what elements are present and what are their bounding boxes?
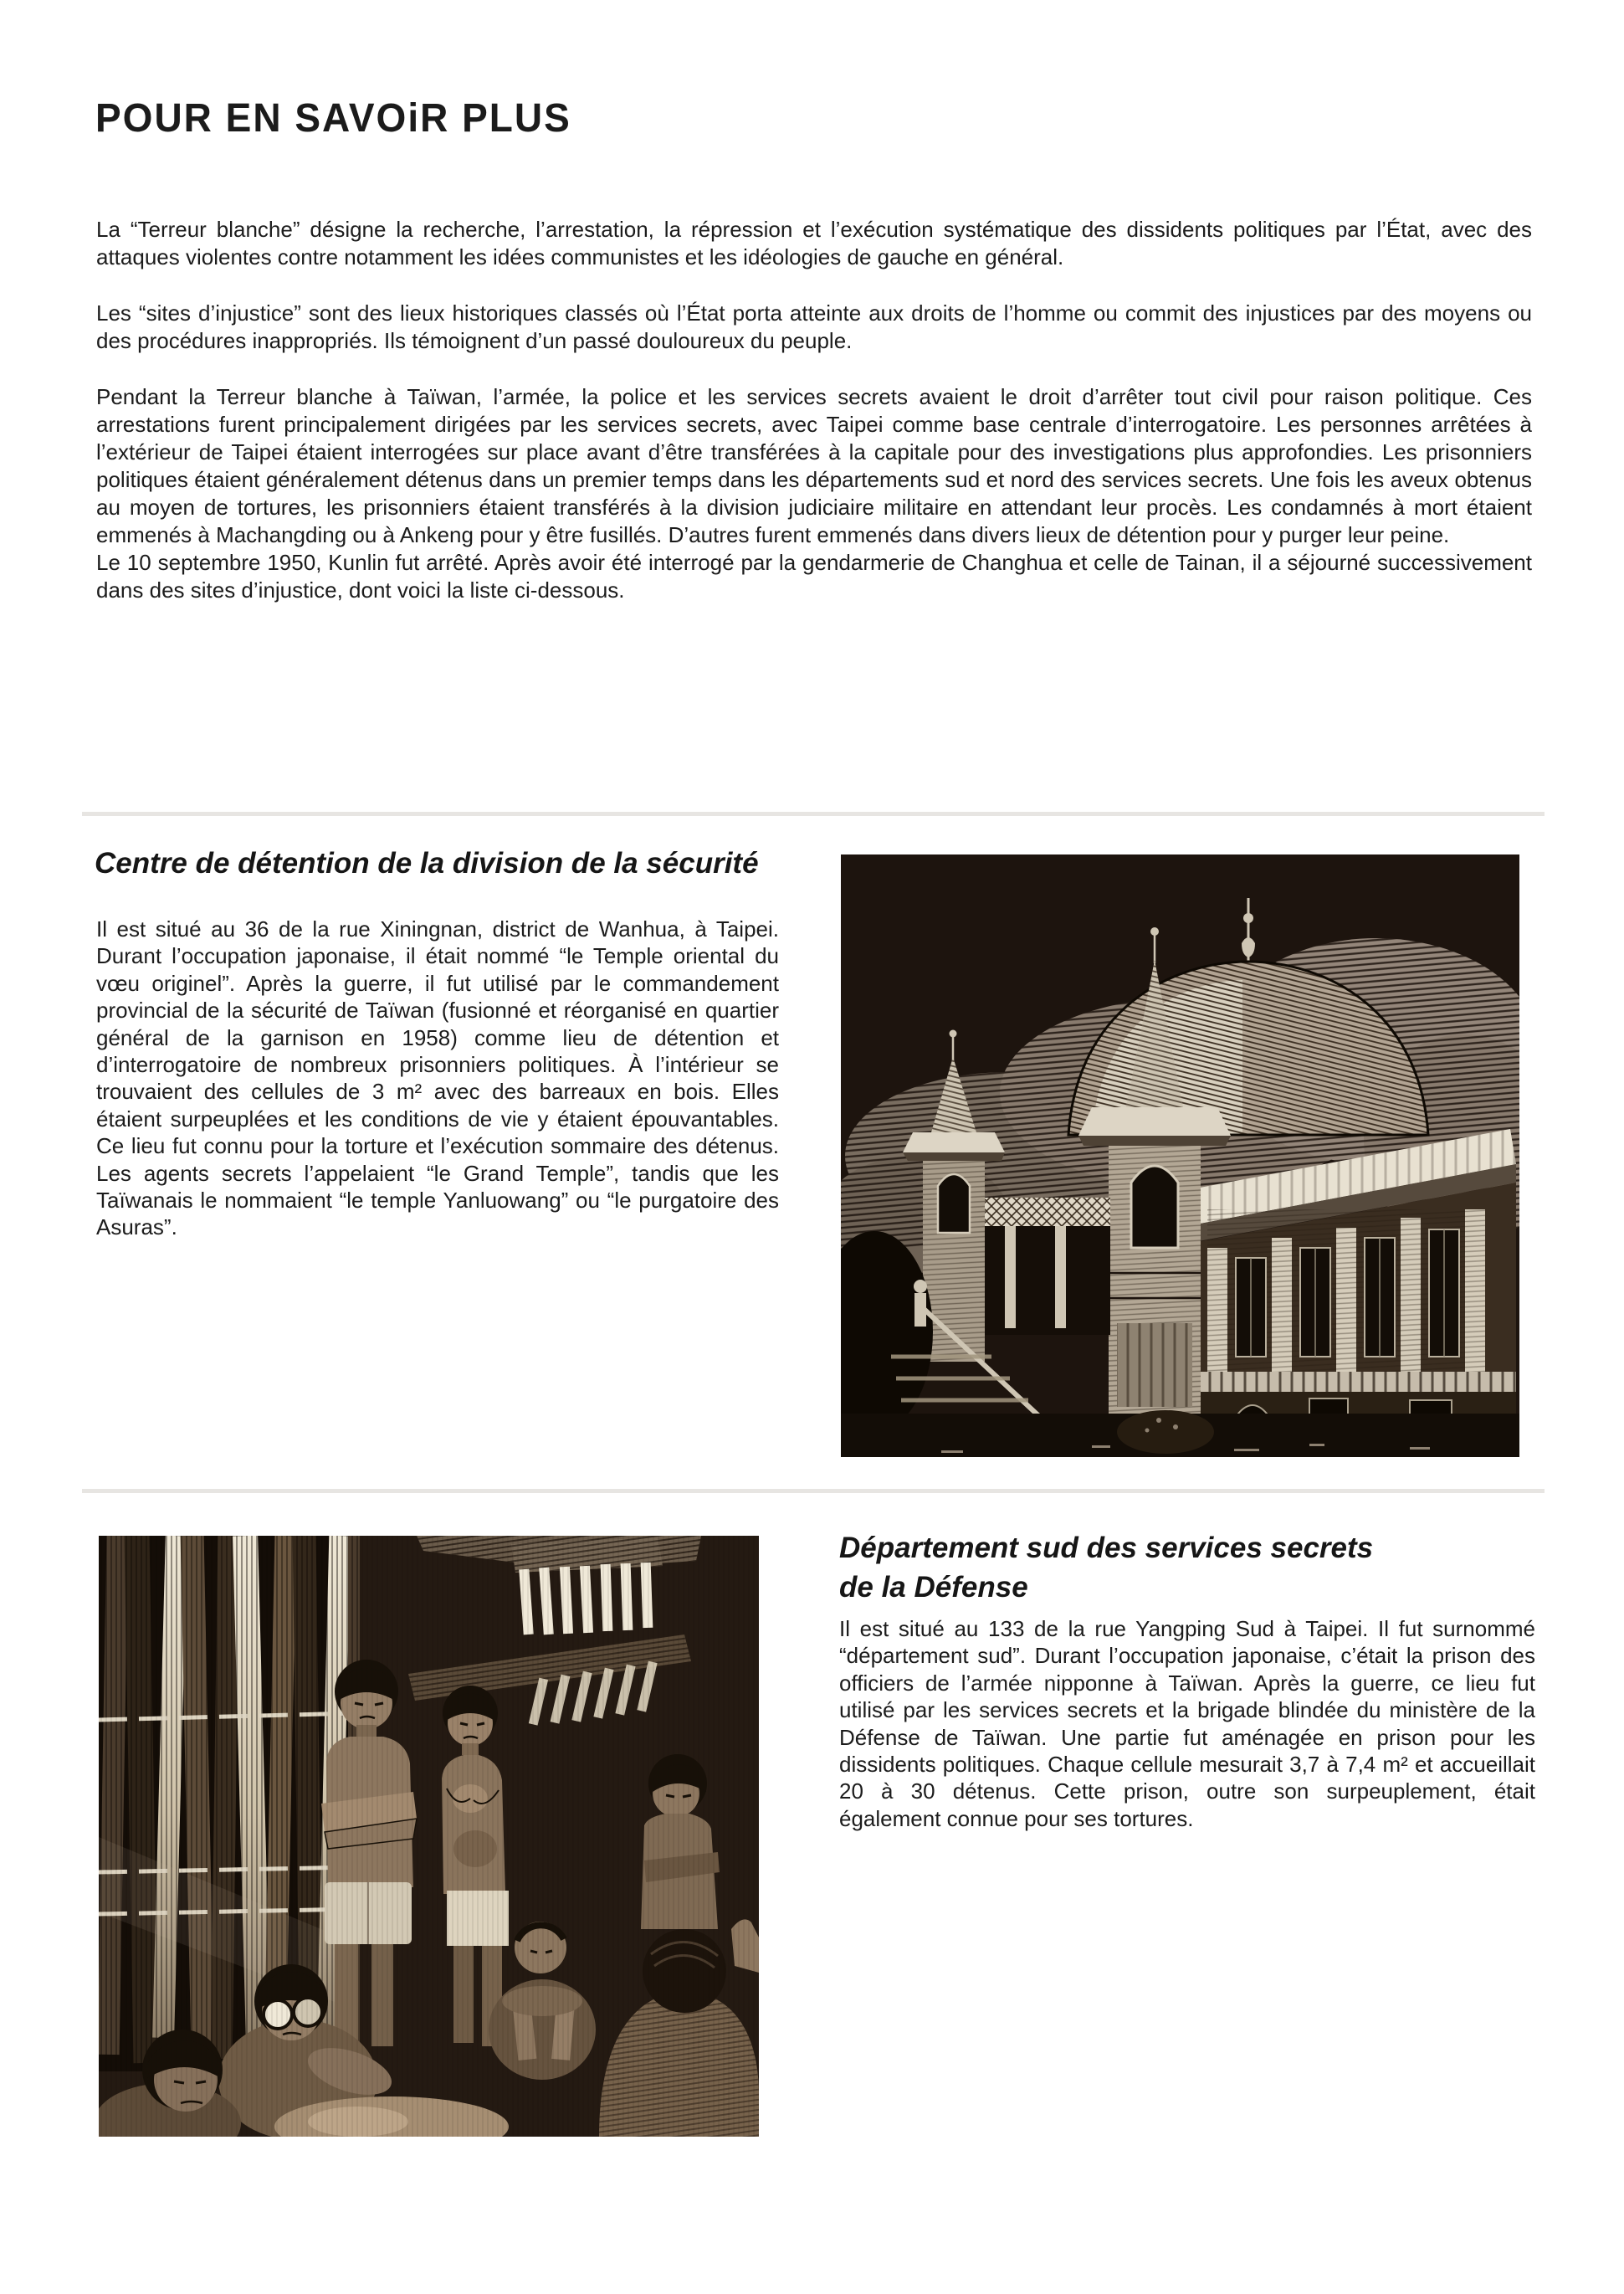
intro-paragraphs bbox=[96, 216, 1532, 604]
section-divider-1 bbox=[82, 812, 1545, 816]
intro-paragraph-3: Pendant la Terreur blanche à Taïwan, l’armée, la police et les services secrets avaient le droit d’arrêter tout civil pour raison politique. Ces arrestations furent principalement dirigées par les services secrets, avec Taipei comme base centrale d’interrogatoire. Les personnes arrêtées à l’extérieur de Taipei étaient interrogées sur place avant d’être transférées à la capitale pour des investigations plus approfondies. Les prisonniers politiques étaient généralement détenus dans un premier temps dans les départements sud et nord des services secrets. Une fois les aveux obtenus au moyen de tortures, les prisonniers étaient transférés à la division judiciaire militaire en attendant leur procès. Les condamnés à mort étaient emmenés à Machangding ou à Ankeng pour y être fusillés. D’autres furent emmenés dans divers lieux de détention pour y purger leur peine. bbox=[96, 384, 1532, 547]
section2-heading bbox=[839, 1528, 1575, 1607]
section1-heading: Centre de détention de la division de la sécurité bbox=[95, 847, 759, 880]
page-title: POUR EN SAVOiR PLUS bbox=[95, 95, 571, 141]
porch-balustrade bbox=[985, 1198, 1110, 1335]
section2-heading-line2: de la Défense bbox=[839, 1571, 1028, 1604]
foreground-ground bbox=[841, 1410, 1519, 1457]
intro-paragraph-4: Le 10 septembre 1950, Kunlin fut arrêté. Après avoir été interrogé par la gendarmerie de Changhua et celle de Tainan, il a séjourné successivement dans des sites d’injustice, dont voici la liste ci-dessous. bbox=[96, 550, 1532, 603]
intro-paragraph-1: La “Terreur blanche” désigne la recherche, l’arrestation, la répression et l’exécution systématique des dissidents politiques par l’État, avec des attaques violentes contre notamment les idées communistes et les idéologies de gauche en général. bbox=[96, 217, 1532, 269]
section2-heading-line1: Département sud des services secrets bbox=[839, 1532, 1374, 1564]
scratch-texture-overlay bbox=[99, 1536, 759, 2137]
section1-body: Il est situé au 36 de la rue Xiningnan, district de Wanhua, à Taipei. Durant l’occupation japonaise, il était nommé “le Temple oriental du vœu originel”. Après la guerre, il fut utilisé par le commandement provincial de la sécurité de Taïwan (fusionné et réorganisé en quartier général de la garnison en 1958) comme lieu de détention et d’interrogatoire de nombreux prisonniers politiques. À l’intérieur se trouvaient des cellules de 3 m² avec des barreaux en bois. Elles étaient surpeuplées et les conditions de vie y étaient épouvantables. Ce lieu fut connu pour la torture et l’exécution sommaire des détenus. Les agents secrets l’appelaient “le Grand Temple”, tandis que les Taïwanais le nommaient “le temple Yanluowang” ou “le purgatoire des Asuras”. bbox=[96, 916, 779, 1240]
prison-cell-scratchboard-illustration bbox=[99, 1536, 759, 2137]
temple-scratchboard-illustration bbox=[841, 854, 1519, 1457]
section2-body: Il est situé au 133 de la rue Yangping Sud à Taipei. Il fut surnommé “département sud”. Durant l’occupation japonaise, c’était la prison des officiers de l’armée nipponne à Taïwan. Après la guerre, ce lieu fut utilisé par les services secrets et la brigade blindée du ministère de la Défense de Taïwan. Une partie fut aménagée en prison pour les dissidents politiques. Chaque cellule mesurait 3,7 à 7,4 m² et accueillait 20 à 30 détenus. Cette prison, outre son surpeuplement, était également connue pour ses tortures. bbox=[839, 1616, 1535, 1831]
intro-paragraph-2: Les “sites d’injustice” sont des lieux historiques classés où l’État porta atteinte aux droits de l’homme ou commit des injustices par des moyens ou des procédures inappropriés. Ils témoignent d’un passé douloureux du peuple. bbox=[96, 300, 1532, 353]
section-divider-2 bbox=[82, 1489, 1545, 1493]
